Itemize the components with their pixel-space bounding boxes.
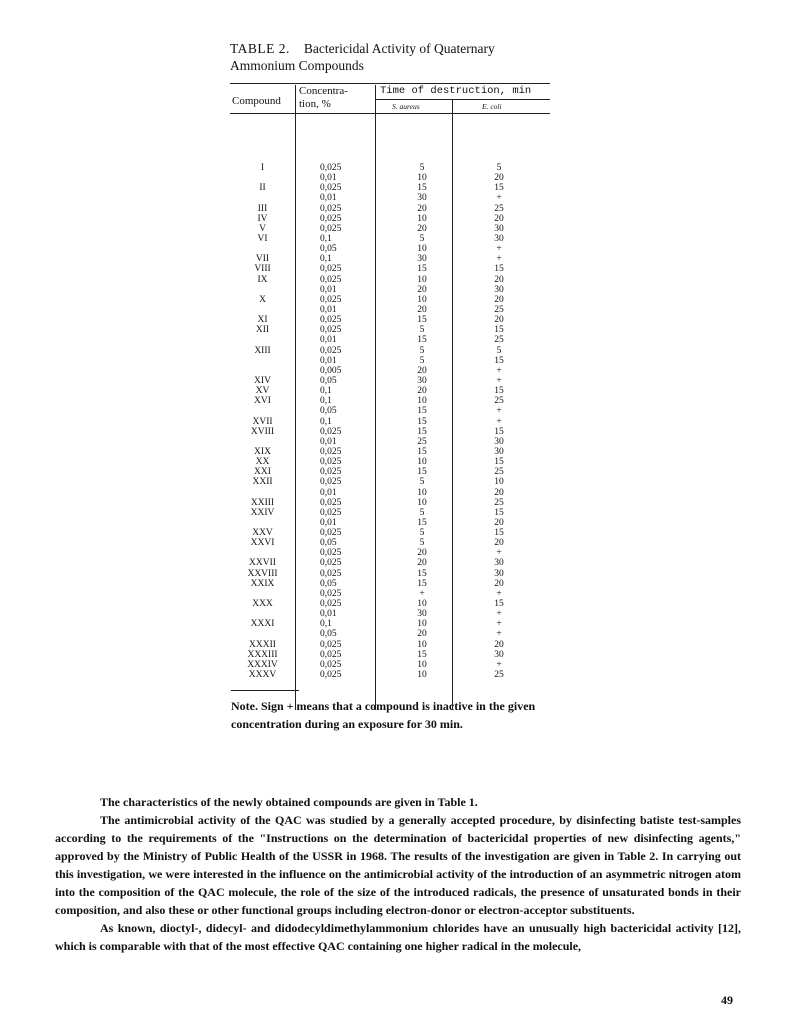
cell-e-coli: 15 [494,325,504,336]
cell-s-aureus: 20 [417,558,427,569]
cell-s-aureus: 15 [417,568,427,579]
cell-concentration: 0,025 [320,568,342,579]
cell-s-aureus: 15 [417,426,427,437]
cell-concentration: 0,01 [320,193,337,204]
cell-compound: XXV [252,528,273,539]
cell-e-coli: 20 [494,639,504,650]
cell-concentration: 0,01 [320,355,337,366]
table-row [230,214,550,224]
table-row [230,285,550,295]
cell-concentration: 0,05 [320,406,337,417]
cell-s-aureus: 10 [417,396,427,407]
cell-e-coli: 15 [494,355,504,366]
cell-e-coli: 20 [494,274,504,285]
cell-e-coli: 25 [494,396,504,407]
cell-concentration: 0,025 [320,670,342,681]
table-row [230,579,550,589]
cell-s-aureus: 25 [417,436,427,447]
cell-compound: XIII [254,345,271,356]
cell-e-coli: 25 [494,497,504,508]
cell-s-aureus: 20 [417,629,427,640]
header-concentration [299,85,348,111]
cell-e-coli: 15 [494,183,504,194]
cell-s-aureus: 5 [419,477,425,488]
cell-s-aureus: 30 [417,375,427,386]
cell-concentration: 0,025 [320,294,342,305]
cell-e-coli: + [496,406,502,417]
table-row [230,670,550,680]
cell-concentration: 0,025 [320,477,342,488]
cell-e-coli: 20 [494,173,504,184]
cell-concentration: 0,025 [320,163,342,173]
cell-e-coli: + [496,244,502,255]
cell-s-aureus: 15 [417,416,427,427]
table-row [230,558,550,568]
cell-e-coli: 15 [494,599,504,610]
cell-e-coli: 5 [496,163,502,173]
cell-concentration: 0,025 [320,639,342,650]
cell-compound: VI [257,233,268,244]
cell-s-aureus: 10 [417,639,427,650]
table-row [230,366,550,376]
table-row [230,417,550,427]
cell-concentration: 0,01 [320,436,337,447]
cell-s-aureus: 10 [417,173,427,184]
cell-concentration: 0,025 [320,558,342,569]
cell-concentration: 0,05 [320,538,337,549]
cell-s-aureus: 20 [417,203,427,214]
cell-s-aureus: + [419,588,425,599]
cell-concentration: 0,025 [320,659,342,670]
cell-concentration: 0,025 [320,274,342,285]
cell-s-aureus: 10 [417,497,427,508]
cell-s-aureus: 10 [417,294,427,305]
table-row [230,295,550,305]
cell-s-aureus: 30 [417,254,427,265]
table-row [230,629,550,639]
cell-e-coli: + [496,416,502,427]
cell-compound: XXXIII [247,649,278,660]
cell-concentration: 0,1 [320,386,332,397]
cell-compound: I [260,163,265,173]
cell-e-coli: 15 [494,426,504,437]
cell-s-aureus: 5 [419,163,425,173]
cell-compound: XVI [254,396,271,407]
cell-concentration: 0,025 [320,649,342,660]
cell-s-aureus: 10 [417,213,427,224]
cell-e-coli: + [496,375,502,386]
cell-compound: XIV [254,375,271,386]
cell-concentration: 0,025 [320,264,342,275]
cell-concentration: 0,025 [320,599,342,610]
cell-s-aureus: 5 [419,345,425,356]
cell-compound: VIII [254,264,271,275]
cell-e-coli: 25 [494,304,504,315]
cell-compound: III [257,203,268,214]
cell-s-aureus: 30 [417,609,427,620]
cell-s-aureus: 20 [417,365,427,376]
table-row [230,305,550,315]
table-header [230,85,550,153]
cell-e-coli: 25 [494,335,504,346]
cell-e-coli: 20 [494,315,504,326]
cell-s-aureus: 15 [417,467,427,478]
body-text [55,793,741,955]
cell-s-aureus: 20 [417,223,427,234]
table-caption-text-2: Ammonium Compounds [230,58,364,73]
table-row [230,264,550,274]
cell-e-coli: 15 [494,528,504,539]
table-row [230,538,550,548]
cell-compound: XXXII [249,639,276,650]
cell-s-aureus: 15 [417,446,427,457]
cell-e-coli: + [496,659,502,670]
cell-e-coli: 15 [494,507,504,518]
cell-s-aureus: 15 [417,517,427,528]
table-row [230,457,550,467]
cell-concentration: 0,025 [320,467,342,478]
cell-e-coli: 15 [494,264,504,275]
cell-concentration: 0,05 [320,244,337,255]
cell-concentration: 0,1 [320,254,332,265]
cell-e-coli: 30 [494,223,504,234]
cell-compound: XX [255,457,270,468]
table-row [230,650,550,660]
table-row [230,589,550,599]
cell-compound: XXXI [250,619,275,630]
cell-e-coli: + [496,619,502,630]
cell-concentration: 0,01 [320,304,337,315]
cell-s-aureus: 15 [417,649,427,660]
cell-compound: IV [257,213,268,224]
cell-compound: XV [255,386,270,397]
cell-concentration: 0,025 [320,203,342,214]
cell-concentration: 0,025 [320,213,342,224]
cell-compound: XXVIII [247,568,278,579]
table-caption-text: Bactericidal Activity of Quaternary [303,41,495,56]
cell-e-coli: 30 [494,568,504,579]
table-row [230,325,550,335]
cell-e-coli: + [496,193,502,204]
table-row [230,315,550,325]
cell-s-aureus: 10 [417,487,427,498]
cell-concentration: 0,025 [320,325,342,336]
cell-concentration: 0,1 [320,233,332,244]
cell-concentration: 0,1 [320,619,332,630]
header-concentration-line-2: tion, % [299,98,331,110]
table-row [230,406,550,416]
header-divider-1 [295,85,296,113]
table-row [230,163,550,173]
table-row [230,437,550,447]
cell-concentration: 0,05 [320,375,337,386]
cell-concentration: 0,025 [320,183,342,194]
cell-s-aureus: 10 [417,619,427,630]
cell-e-coli: 20 [494,487,504,498]
table-row [230,599,550,609]
table-row [230,346,550,356]
cell-concentration: 0,025 [320,528,342,539]
cell-concentration: 0,1 [320,416,332,427]
cell-concentration: 0,025 [320,426,342,437]
cell-e-coli: 20 [494,538,504,549]
table-row [230,467,550,477]
cell-s-aureus: 15 [417,264,427,275]
cell-concentration: 0,01 [320,173,337,184]
header-compound: Compound [232,95,281,107]
cell-e-coli: 30 [494,284,504,295]
cell-s-aureus: 15 [417,183,427,194]
paragraph-1: The characteristics of the newly obtained compounds are given in Table 1. [100,795,478,809]
cell-concentration: 0,01 [320,609,337,620]
table-row [230,204,550,214]
cell-s-aureus: 20 [417,548,427,559]
table-top-rule [230,83,550,84]
cell-e-coli: 5 [496,345,502,356]
cell-compound: XVII [252,416,273,427]
cell-compound: XVIII [250,426,275,437]
table-row [230,224,550,234]
header-e-coli: E. coli [482,102,502,111]
cell-compound: V [259,223,266,234]
cell-s-aureus: 30 [417,193,427,204]
cell-e-coli: 30 [494,233,504,244]
cell-concentration: 0,025 [320,457,342,468]
cell-s-aureus: 20 [417,386,427,397]
cell-concentration: 0,01 [320,517,337,528]
cell-concentration: 0,01 [320,335,337,346]
cell-s-aureus: 5 [419,233,425,244]
cell-compound: XIX [254,446,271,457]
table-row [230,477,550,487]
cell-concentration: 0,005 [320,365,342,376]
cell-e-coli: + [496,548,502,559]
cell-compound: XXIII [250,497,275,508]
table-row [230,569,550,579]
table-row [230,254,550,264]
cell-s-aureus: 10 [417,659,427,670]
cell-compound: XXX [252,599,273,610]
table-row [230,660,550,670]
header-sub-rule [375,99,550,100]
cell-concentration: 0,025 [320,588,342,599]
paragraph-2: The antimicrobial activity of the QAC was studied by a generally accepted procedure, by disinfecting batiste test-samples according to the requirements of the "Instructions on the determination of bactericidal properties of new disinfecting agents," approved by the Ministry of Public Health of the USSR in 1968. The results of the investigation are given in Table 2. In carrying out this investigation, we were interested in the influence on the antimicrobial activity of the introduction of an asymmetric nitrogen atom into the composition of the QAC molecule, the role of the size of the introduced radicals, the presence of unsaturated bonds in their composition, and also these or other functional groups including electron-donor or electron-acceptor substituents. [55,813,741,917]
cell-compound: XII [255,325,270,336]
table-row [230,183,550,193]
table-row [230,498,550,508]
header-concentration-line-1: Concentra- [299,85,348,97]
table-row [230,447,550,457]
cell-e-coli: + [496,365,502,376]
cell-compound: XXIV [250,507,275,518]
cell-concentration: 0,01 [320,284,337,295]
cell-s-aureus: 15 [417,406,427,417]
cell-concentration: 0,025 [320,223,342,234]
cell-e-coli: 30 [494,558,504,569]
table-row [230,619,550,629]
table-row [230,640,550,650]
cell-s-aureus: 15 [417,335,427,346]
cell-s-aureus: 10 [417,599,427,610]
cell-compound: XXVII [249,558,276,569]
table-row [230,335,550,345]
cell-concentration: 0,025 [320,315,342,326]
table-caption-label: TABLE 2. [230,41,290,56]
table-body [230,163,550,680]
cell-e-coli: 25 [494,467,504,478]
cell-e-coli: 15 [494,386,504,397]
header-time-of-destruction: Time of destruction, min [380,85,532,97]
cell-s-aureus: 5 [419,538,425,549]
cell-compound: IX [257,274,268,285]
table-row [230,609,550,619]
table-row [230,386,550,396]
cell-concentration: 0,025 [320,548,342,559]
cell-compound: XXIX [250,578,275,589]
table-row [230,427,550,437]
paragraph-3: As known, dioctyl-, didecyl- and didodecyldimethylammonium chlorides have an unusually high bactericidal activity [12], which is comparable with that of the most effective QAC containing one higher radical in the molecule, [55,921,741,953]
cell-e-coli: 25 [494,670,504,681]
cell-s-aureus: 5 [419,507,425,518]
table-row [230,376,550,386]
cell-e-coli: 15 [494,457,504,468]
table-note: Note. Sign + means that a compound is inactive in the given concentration during an exposure for 30 min. [231,699,536,731]
page-number: 49 [721,993,733,1007]
cell-s-aureus: 20 [417,304,427,315]
table-2 [230,40,560,681]
cell-compound: XXXIV [247,659,278,670]
cell-e-coli: 30 [494,446,504,457]
cell-e-coli: 10 [494,477,504,488]
cell-e-coli: + [496,254,502,265]
cell-e-coli: + [496,609,502,620]
cell-e-coli: + [496,629,502,640]
cell-compound: XXII [252,477,273,488]
cell-compound: II [259,183,266,194]
cell-s-aureus: 5 [419,528,425,539]
table-row [230,275,550,285]
cell-e-coli: 30 [494,436,504,447]
cell-compound: XXVI [250,538,275,549]
cell-s-aureus: 10 [417,457,427,468]
cell-e-coli: 20 [494,213,504,224]
cell-concentration: 0,01 [320,487,337,498]
cell-s-aureus: 10 [417,244,427,255]
cell-s-aureus: 15 [417,578,427,589]
cell-compound: XXI [254,467,271,478]
table-row [230,356,550,366]
table-row [230,234,550,244]
cell-s-aureus: 5 [419,355,425,366]
cell-compound: X [259,294,266,305]
cell-e-coli: + [496,588,502,599]
cell-s-aureus: 5 [419,325,425,336]
cell-s-aureus: 10 [417,670,427,681]
cell-concentration: 0,025 [320,507,342,518]
cell-concentration: 0,05 [320,629,337,640]
cell-concentration: 0,025 [320,446,342,457]
note-rule [231,690,299,691]
cell-concentration: 0,025 [320,345,342,356]
cell-e-coli: 25 [494,203,504,214]
cell-compound: XXXV [248,670,277,681]
table-row [230,193,550,203]
cell-compound: VII [255,254,270,265]
table-row [230,396,550,406]
cell-e-coli: 20 [494,517,504,528]
table-row [230,518,550,528]
cell-concentration: 0,05 [320,578,337,589]
table-caption [230,40,560,74]
cell-e-coli: 30 [494,649,504,660]
cell-s-aureus: 20 [417,284,427,295]
header-s-aureus: S. aureus [392,102,420,111]
table-row [230,528,550,538]
table-row [230,244,550,254]
table-row [230,173,550,183]
header-bottom-rule [230,113,550,114]
cell-concentration: 0,1 [320,396,332,407]
cell-concentration: 0,025 [320,497,342,508]
cell-s-aureus: 15 [417,315,427,326]
table-row [230,508,550,518]
header-divider-2 [375,85,376,113]
table-row [230,548,550,558]
cell-e-coli: 20 [494,578,504,589]
cell-e-coli: 20 [494,294,504,305]
table-row [230,488,550,498]
cell-s-aureus: 10 [417,274,427,285]
header-divider-3 [452,99,453,113]
cell-compound: XI [257,315,268,326]
